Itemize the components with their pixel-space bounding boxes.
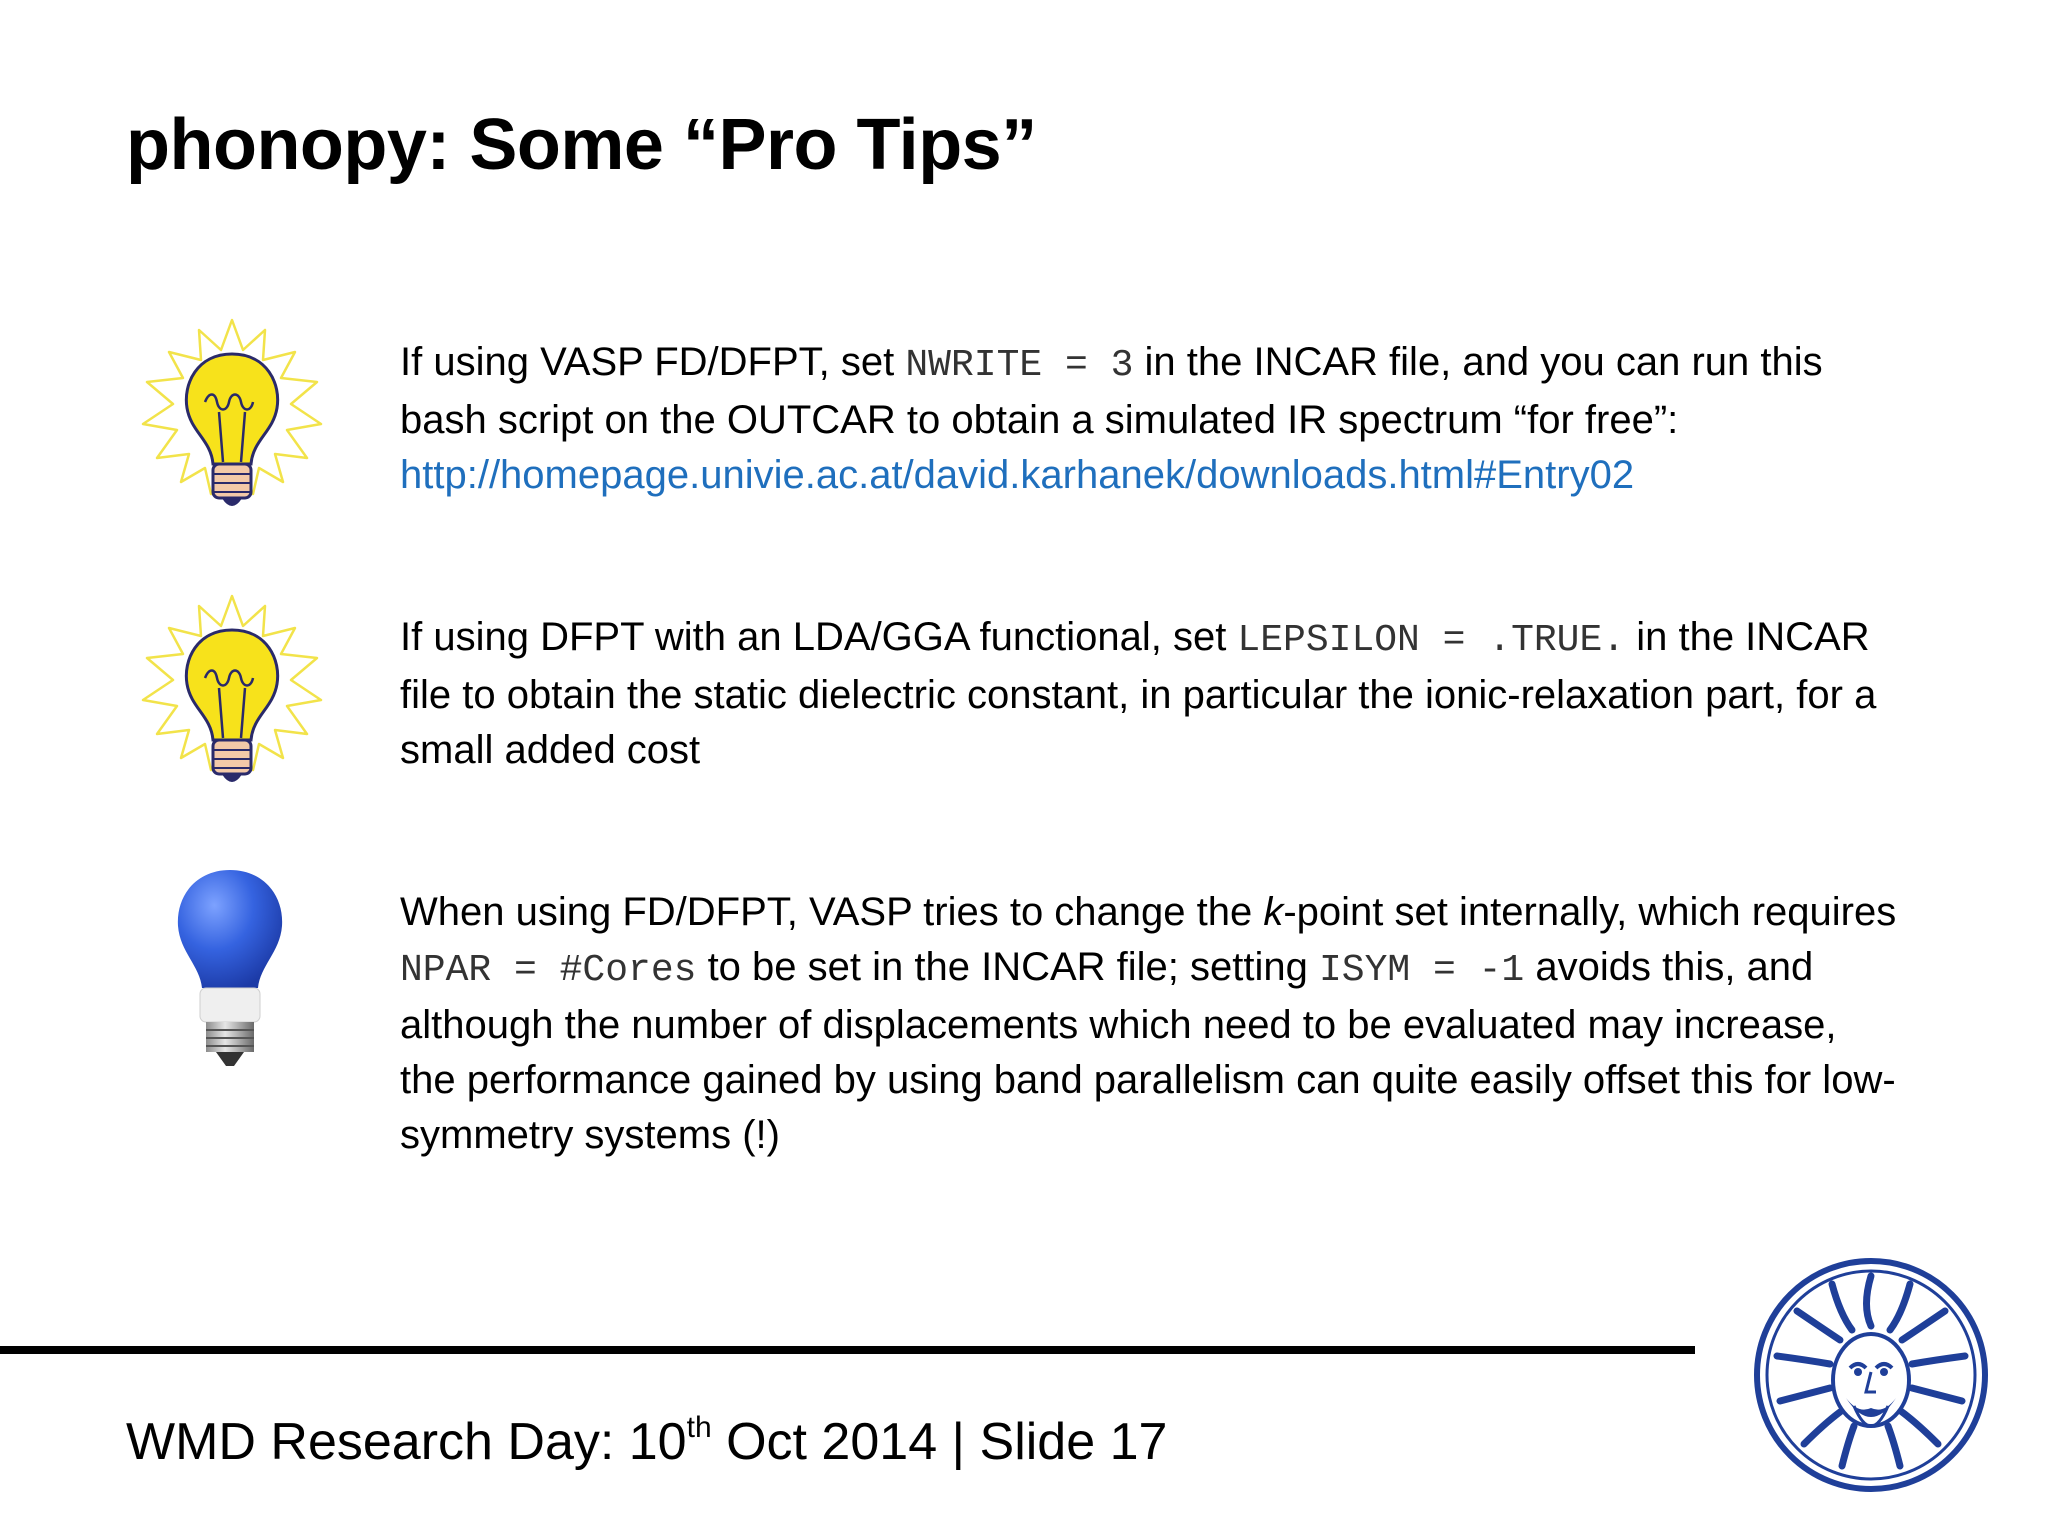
- download-link[interactable]: http://homepage.univie.ac.at/david.karhanek/downloads.html#Entry02: [400, 453, 1635, 497]
- tip-item: When using FD/DFPT, VASP tries to change the k-point set internally, which requires NPAR = #Cores to be set in the INCAR file; setting ISYM = -1 avoids this, and although the number of displacements which need to be evaluated may increase, the performance gained by using band parallelism can quite easily offset this for low-symmetry systems (!): [400, 890, 1897, 1157]
- slide-title: phonopy: Some “Pro Tips”: [126, 105, 1037, 185]
- university-seal-logo: [1752, 1256, 1990, 1494]
- code-snippet: LEPSILON = .TRUE.: [1237, 619, 1626, 662]
- slide-footer: WMD Research Day: 10th Oct 2014 | Slide 17: [126, 1411, 1168, 1471]
- tip-item: If using VASP FD/DFPT, set NWRITE = 3 in the INCAR file, and you can run this bash script on the OUTCAR to obtain a simulated IR spectrum “for free”: http://homepage.univie.ac.at/david.karhanek/downloads.html#Entry02: [400, 340, 1823, 497]
- footer-divider: [0, 1346, 1695, 1354]
- tip-item: If using DFPT with an LDA/GGA functional, set LEPSILON = .TRUE. in the INCAR file to obtain the static dielectric constant, in particular the ionic-relaxation part, for a small added cost: [400, 615, 1877, 772]
- blue-lightbulb-icon: [170, 866, 290, 1071]
- code-snippet: NPAR = #Cores: [400, 949, 697, 992]
- code-snippet: NWRITE = 3: [905, 344, 1134, 387]
- lightbulb-sketch-icon: [135, 312, 330, 527]
- code-snippet: ISYM = -1: [1318, 949, 1525, 992]
- lightbulb-sketch-icon: [135, 588, 330, 803]
